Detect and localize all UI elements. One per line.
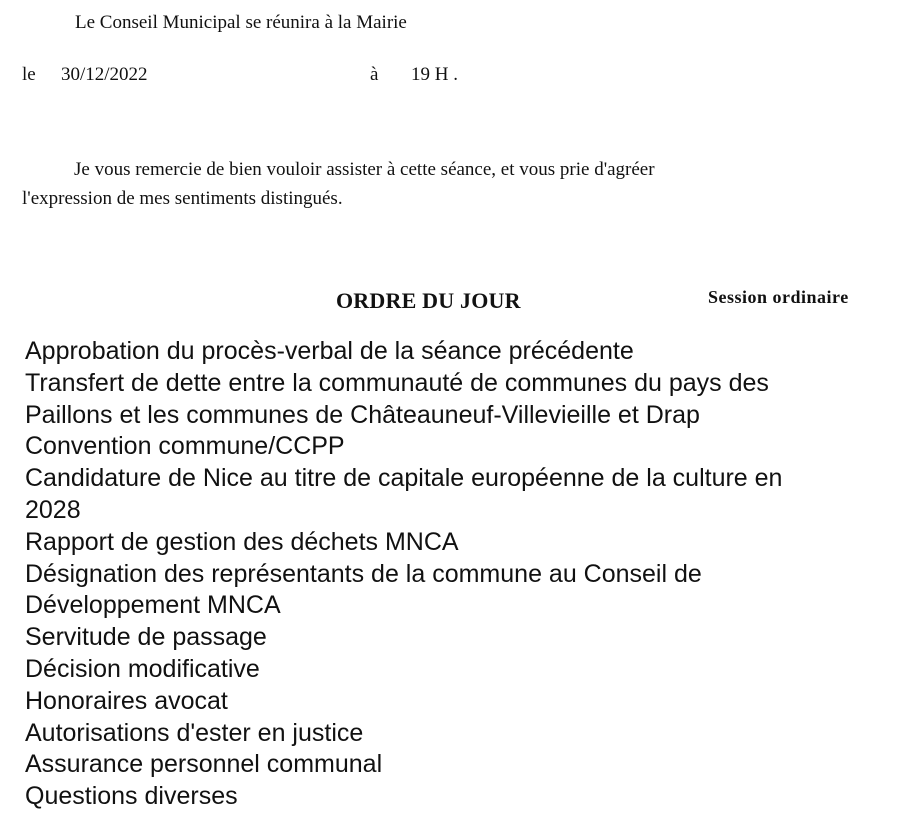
agenda-line: Honoraires avocat [25,686,228,715]
agenda-line: Autorisations d'ester en justice [25,718,364,747]
time-prefix: à [370,64,379,85]
meeting-time: 19 H . [411,64,458,85]
agenda-line: 2028 [25,495,81,524]
agenda-line: Rapport de gestion des déchets MNCA [25,527,459,556]
agenda-list [25,336,885,813]
agenda-line: Paillons et les communes de Châteauneuf-Villevieille et Drap [25,400,700,429]
agenda-line: Convention commune/CCPP [25,432,345,461]
agenda-line: Approbation du procès-verbal de la séance précédente [25,337,634,365]
agenda-line: Transfert de dette entre la communauté de communes du pays des [25,368,769,397]
agenda-title: ORDRE DU JOUR [336,288,521,313]
agenda-line: Désignation des représentants de la commune au Conseil de [25,559,702,588]
session-type: Session ordinaire [708,287,849,307]
agenda-line: Candidature de Nice au titre de capitale européenne de la culture en [25,464,783,493]
closing-line-2: l'expression de mes sentiments distingués. [22,188,343,209]
agenda-line: Assurance personnel communal [25,750,383,779]
closing-paragraph [22,155,882,213]
agenda-line: Questions diverses [25,782,238,811]
meeting-date: 30/12/2022 [61,64,148,85]
date-prefix: le [22,64,36,85]
agenda-line: Servitude de passage [25,623,267,652]
convocation-intro: Le Conseil Municipal se réunira à la Mairie [75,12,407,33]
agenda-line: Développement MNCA [25,591,281,620]
closing-line-1: Je vous remercie de bien vouloir assister à cette séance, et vous prie d'agréer [74,159,655,180]
agenda-line: Décision modificative [25,654,260,683]
